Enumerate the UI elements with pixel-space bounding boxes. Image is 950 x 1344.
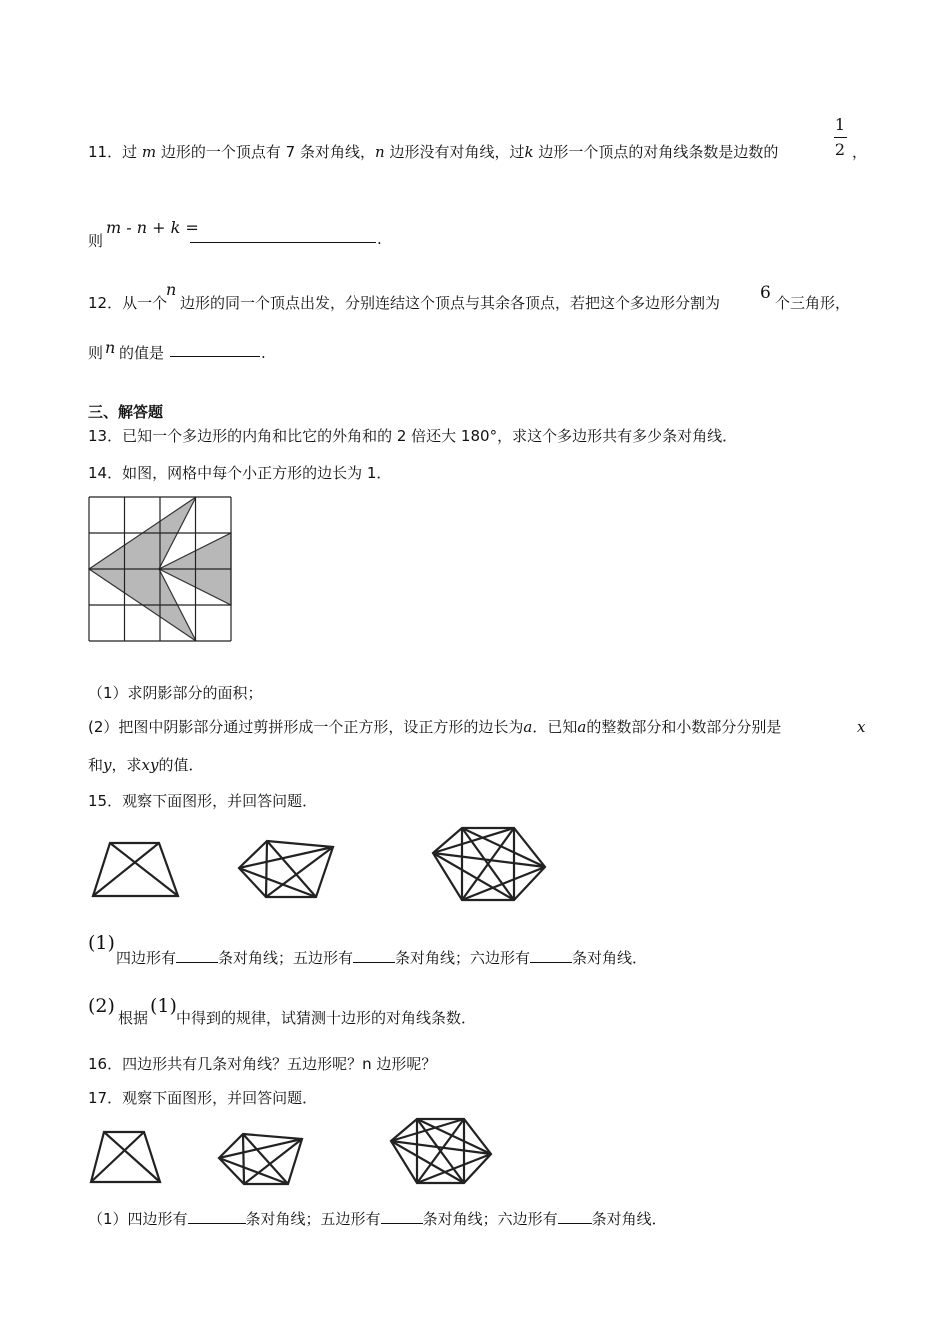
q15-part1-text: 四边形有 条对角线；五边形有 条对角线；六边形有 条对角线． xyxy=(116,949,648,967)
q14-sub1: （1）求阴影部分的面积； xyxy=(88,684,263,702)
q12-answer-blank[interactable] xyxy=(170,342,260,357)
q11-period: . xyxy=(377,230,382,248)
q12-ze: 则 xyxy=(88,344,104,362)
q17-part1-text: （1）四边形有 条对角线；五边形有 条对角线；六边形有 条对角线． xyxy=(88,1210,667,1228)
q11-line1: 11．过 m 边形的一个顶点有 7 条对角线，n 边形没有对角线，过k 边形一个顶点的对角线条数是边数的 xyxy=(88,143,779,161)
q15-part1-label: (1) xyxy=(88,932,115,954)
q15-text: 15．观察下面图形，并回答问题． xyxy=(88,792,318,810)
q15-part2-b: 中得到的规律，试猜测十边形的对角线条数． xyxy=(176,1009,477,1027)
q14-sub2-line2: 和y，求xy的值． xyxy=(88,756,204,774)
q12-var-n: n xyxy=(166,280,177,299)
q12-value-text: 的值是 xyxy=(119,344,165,362)
quadrilateral-figure-1 xyxy=(90,840,182,898)
fraction-bar xyxy=(834,137,847,138)
q16-text: 16．四边形共有几条对角线？五边形呢？n 边形呢？ xyxy=(88,1055,437,1073)
q15-blank-penta[interactable] xyxy=(353,948,395,963)
q17-blank-penta[interactable] xyxy=(381,1209,423,1224)
q17-blank-hexa[interactable] xyxy=(558,1209,592,1224)
q12-var-n2: n xyxy=(105,338,116,357)
q12-period: . xyxy=(261,344,266,362)
pentagon-figure-1 xyxy=(236,838,338,900)
q13-text: 13．已知一个多边形的内角和比它的外角和的 2 倍还大 180°，求这个多边形共有多少条对角线． xyxy=(88,427,738,445)
q12-six: 6 xyxy=(760,283,771,303)
pentagon-figure-2 xyxy=(216,1131,308,1187)
fraction-denominator: 2 xyxy=(834,140,846,159)
q12-line1-mid: 边形的同一个顶点出发，分别连结这个顶点与其余各顶点，若把这个多边形分割为 xyxy=(180,294,721,312)
q14-text: 14．如图，网格中每个小正方形的边长为 1． xyxy=(88,464,392,482)
grid-lines xyxy=(89,497,231,641)
q11-comma: ， xyxy=(852,143,868,161)
q15-blank-hexa[interactable] xyxy=(530,948,572,963)
q15-part2-ref: (1) xyxy=(150,995,177,1017)
q14-var-x: x xyxy=(857,718,866,736)
section-title: 三、解答题 xyxy=(88,403,164,421)
hexagon-figure-1 xyxy=(430,825,548,903)
q15-part2-a: 根据 xyxy=(118,1009,149,1027)
q17-text: 17．观察下面图形，并回答问题． xyxy=(88,1089,318,1107)
q11-expression: m - n + k = xyxy=(106,218,199,237)
hexagon-figure-2 xyxy=(388,1116,494,1186)
q15-blank-quad[interactable] xyxy=(176,948,218,963)
q17-blank-quad[interactable] xyxy=(188,1209,246,1224)
q14-sub2-line1: (2）把图中阴影部分通过剪拼形成一个正方形，设正方形的边长为a．已知a的整数部分和小数部分分别是 xyxy=(88,718,782,736)
q12-line1-start: 12．从一个 xyxy=(88,294,168,312)
quadrilateral-figure-2 xyxy=(88,1129,164,1185)
grid-figure xyxy=(89,497,233,645)
q11-answer-blank[interactable] xyxy=(190,228,376,243)
q12-line1-end: 个三角形， xyxy=(775,294,851,312)
fraction-numerator: 1 xyxy=(834,115,846,134)
q11-ze: 则 xyxy=(88,232,104,250)
q15-part2-label: (2) xyxy=(88,995,115,1017)
